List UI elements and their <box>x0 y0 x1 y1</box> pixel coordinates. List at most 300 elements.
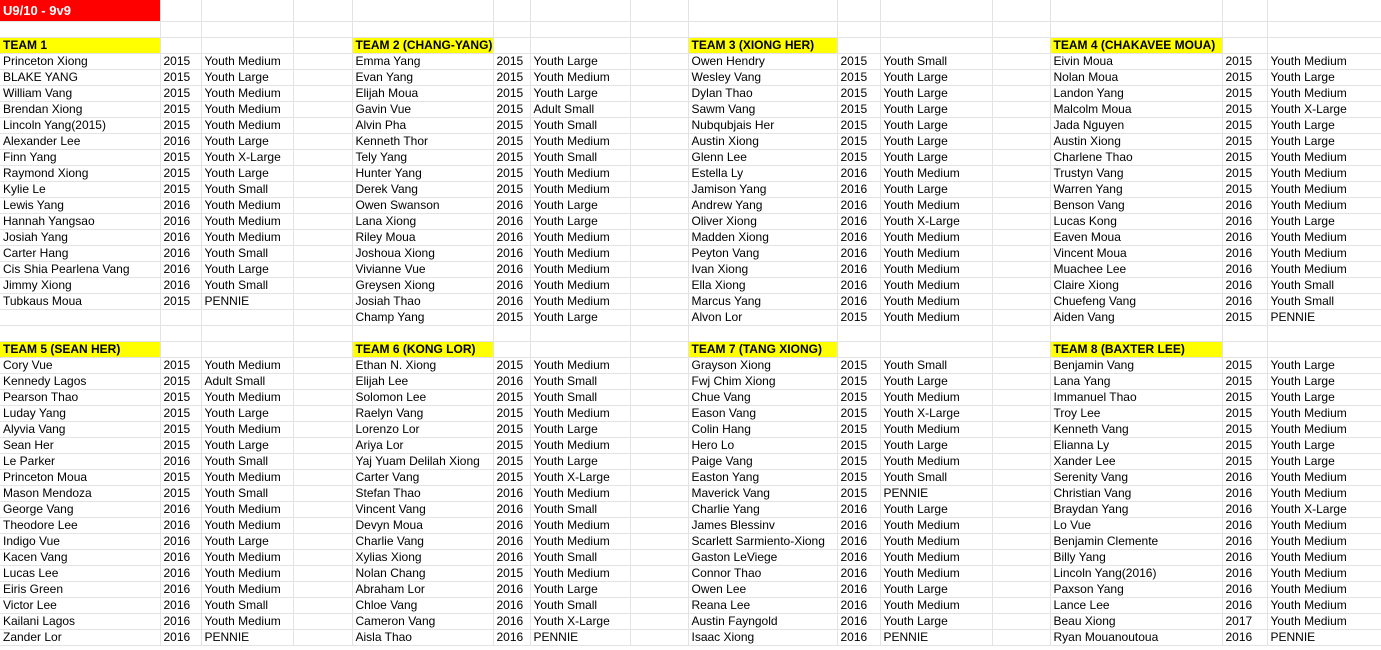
player-year[interactable]: 2015 <box>160 389 201 405</box>
player-size[interactable]: Adult Small <box>530 101 630 117</box>
player-size[interactable]: Youth Large <box>880 181 992 197</box>
player-size[interactable]: Youth Medium <box>1267 197 1381 213</box>
grid-cell[interactable] <box>630 181 688 197</box>
player-name[interactable]: Austin Fayngold <box>688 613 837 629</box>
grid-cell[interactable] <box>630 357 688 373</box>
player-size[interactable]: Youth Medium <box>1267 165 1381 181</box>
player-year[interactable]: 2016 <box>837 229 880 245</box>
grid-cell[interactable] <box>992 133 1050 149</box>
grid-cell[interactable] <box>630 325 688 341</box>
grid-cell[interactable] <box>992 501 1050 517</box>
player-year[interactable]: 2015 <box>160 357 201 373</box>
player-size[interactable]: Youth Small <box>880 469 992 485</box>
grid-cell[interactable] <box>201 37 293 53</box>
player-name[interactable]: Owen Swanson <box>352 197 493 213</box>
grid-cell[interactable] <box>293 373 352 389</box>
player-year[interactable]: 2015 <box>1222 309 1267 325</box>
player-name[interactable]: Eaven Moua <box>1050 229 1222 245</box>
player-name[interactable]: BLAKE YANG <box>0 69 160 85</box>
player-name[interactable]: Josiah Thao <box>352 293 493 309</box>
player-size[interactable]: Youth Medium <box>530 229 630 245</box>
player-size[interactable]: Youth Medium <box>880 261 992 277</box>
grid-cell[interactable] <box>293 53 352 69</box>
player-year[interactable]: 2015 <box>493 453 530 469</box>
player-size[interactable]: Youth Large <box>1267 133 1381 149</box>
player-name[interactable]: Hannah Yangsao <box>0 213 160 229</box>
player-name[interactable]: Andrew Yang <box>688 197 837 213</box>
player-name[interactable]: Alyvia Vang <box>0 421 160 437</box>
player-year[interactable]: 2016 <box>837 613 880 629</box>
player-year[interactable]: 2016 <box>837 549 880 565</box>
player-name[interactable]: Lana Xiong <box>352 213 493 229</box>
player-size[interactable]: Youth Small <box>201 277 293 293</box>
player-name[interactable]: Carter Hang <box>0 245 160 261</box>
team-header[interactable]: TEAM 1 <box>0 37 160 53</box>
player-size[interactable]: Youth Medium <box>880 533 992 549</box>
player-year[interactable]: 2015 <box>837 453 880 469</box>
player-name[interactable]: Peyton Vang <box>688 245 837 261</box>
player-year[interactable]: 2016 <box>160 213 201 229</box>
player-size[interactable]: Youth X-Large <box>1267 101 1381 117</box>
team-header[interactable]: TEAM 6 (KONG LOR) <box>352 341 493 357</box>
player-size[interactable]: Youth Medium <box>530 565 630 581</box>
grid-cell[interactable] <box>293 485 352 501</box>
player-size[interactable]: Youth Small <box>530 549 630 565</box>
grid-cell[interactable] <box>992 341 1050 357</box>
player-name[interactable]: Lincoln Yang(2016) <box>1050 565 1222 581</box>
player-size[interactable]: PENNIE <box>1267 309 1381 325</box>
player-name[interactable]: Pearson Thao <box>0 389 160 405</box>
player-size[interactable]: Youth Large <box>880 85 992 101</box>
player-name[interactable]: Owen Lee <box>688 581 837 597</box>
player-year[interactable]: 2016 <box>493 549 530 565</box>
player-name[interactable]: Immanuel Thao <box>1050 389 1222 405</box>
player-size[interactable]: Youth Large <box>880 437 992 453</box>
player-size[interactable]: Youth Large <box>530 53 630 69</box>
grid-cell[interactable] <box>992 549 1050 565</box>
player-size[interactable]: PENNIE <box>201 293 293 309</box>
grid-cell[interactable] <box>630 501 688 517</box>
grid-cell[interactable] <box>992 21 1050 37</box>
player-name[interactable]: Cory Vue <box>0 357 160 373</box>
player-year[interactable]: 2015 <box>837 469 880 485</box>
player-size[interactable]: Youth Small <box>1267 277 1381 293</box>
player-size[interactable]: Youth X-Large <box>530 469 630 485</box>
player-year[interactable]: 2015 <box>1222 69 1267 85</box>
team-header[interactable]: TEAM 7 (TANG XIONG) <box>688 341 837 357</box>
player-year[interactable]: 2016 <box>160 245 201 261</box>
player-name[interactable]: Vincent Moua <box>1050 245 1222 261</box>
player-name[interactable]: Champ Yang <box>352 309 493 325</box>
player-name[interactable]: Ryan Mouanoutoua <box>1050 629 1222 645</box>
player-name[interactable]: Nolan Chang <box>352 565 493 581</box>
player-name[interactable]: Dylan Thao <box>688 85 837 101</box>
player-size[interactable]: Youth Small <box>201 245 293 261</box>
grid-cell[interactable] <box>992 53 1050 69</box>
grid-cell[interactable] <box>630 421 688 437</box>
player-year[interactable]: 2016 <box>493 197 530 213</box>
player-name[interactable]: Eivin Moua <box>1050 53 1222 69</box>
player-name[interactable]: Landon Yang <box>1050 85 1222 101</box>
player-year[interactable]: 2016 <box>493 581 530 597</box>
player-year[interactable]: 2016 <box>1222 469 1267 485</box>
player-name[interactable]: Madden Xiong <box>688 229 837 245</box>
grid-cell[interactable] <box>293 629 352 645</box>
player-name[interactable]: Billy Yang <box>1050 549 1222 565</box>
player-size[interactable]: Youth Medium <box>530 485 630 501</box>
grid-cell[interactable] <box>992 565 1050 581</box>
player-size[interactable]: Youth Small <box>530 389 630 405</box>
grid-cell[interactable] <box>630 133 688 149</box>
player-year[interactable]: 2016 <box>837 565 880 581</box>
player-size[interactable]: Youth Small <box>880 53 992 69</box>
grid-cell[interactable] <box>493 0 530 21</box>
player-year[interactable]: 2015 <box>493 149 530 165</box>
player-size[interactable]: Youth Large <box>1267 437 1381 453</box>
grid-cell[interactable] <box>160 0 201 21</box>
team-header[interactable]: TEAM 5 (SEAN HER) <box>0 341 160 357</box>
player-name[interactable]: Warren Yang <box>1050 181 1222 197</box>
player-year[interactable]: 2016 <box>493 373 530 389</box>
grid-cell[interactable] <box>1050 325 1222 341</box>
player-name[interactable]: Princeton Xiong <box>0 53 160 69</box>
grid-cell[interactable] <box>992 597 1050 613</box>
grid-cell[interactable] <box>992 389 1050 405</box>
player-size[interactable]: Youth Large <box>530 197 630 213</box>
player-name[interactable]: Cameron Vang <box>352 613 493 629</box>
player-name[interactable]: Gaston LeViege <box>688 549 837 565</box>
player-name[interactable]: Troy Lee <box>1050 405 1222 421</box>
player-name[interactable]: Elijah Moua <box>352 85 493 101</box>
player-name[interactable]: Xylias Xiong <box>352 549 493 565</box>
player-name[interactable]: Finn Yang <box>0 149 160 165</box>
grid-cell[interactable] <box>293 453 352 469</box>
grid-cell[interactable] <box>1267 21 1381 37</box>
player-name[interactable]: Kennedy Lagos <box>0 373 160 389</box>
grid-cell[interactable] <box>493 21 530 37</box>
player-name[interactable]: Riley Moua <box>352 229 493 245</box>
grid-cell[interactable] <box>630 0 688 21</box>
grid-cell[interactable] <box>160 341 201 357</box>
grid-cell[interactable] <box>688 0 837 21</box>
grid-cell[interactable] <box>992 469 1050 485</box>
player-name[interactable]: Chue Vang <box>688 389 837 405</box>
player-size[interactable]: Youth Medium <box>201 421 293 437</box>
player-year[interactable]: 2015 <box>160 53 201 69</box>
grid-cell[interactable] <box>630 389 688 405</box>
player-year[interactable]: 2015 <box>837 357 880 373</box>
grid-cell[interactable] <box>880 21 992 37</box>
player-name[interactable]: Paige Vang <box>688 453 837 469</box>
player-size[interactable]: Youth Medium <box>201 53 293 69</box>
player-name[interactable]: Lucas Lee <box>0 565 160 581</box>
player-size[interactable]: Youth Medium <box>1267 261 1381 277</box>
player-year[interactable]: 2016 <box>160 613 201 629</box>
player-size[interactable]: Youth Large <box>530 453 630 469</box>
grid-cell[interactable] <box>293 0 352 21</box>
player-year[interactable]: 2015 <box>837 149 880 165</box>
player-year[interactable]: 2016 <box>837 277 880 293</box>
player-year[interactable]: 2015 <box>837 421 880 437</box>
grid-cell[interactable] <box>992 277 1050 293</box>
team-header[interactable]: TEAM 4 (CHAKAVEE MOUA) <box>1050 37 1222 53</box>
player-size[interactable]: Youth Medium <box>1267 149 1381 165</box>
player-name[interactable]: Malcolm Moua <box>1050 101 1222 117</box>
grid-cell[interactable] <box>1222 21 1267 37</box>
player-size[interactable]: Youth Medium <box>530 533 630 549</box>
grid-cell[interactable] <box>880 341 992 357</box>
player-year[interactable]: 2015 <box>493 437 530 453</box>
player-year[interactable]: 2015 <box>160 485 201 501</box>
player-year[interactable]: 2016 <box>493 485 530 501</box>
player-size[interactable]: Youth Medium <box>1267 53 1381 69</box>
player-year[interactable]: 2015 <box>493 469 530 485</box>
grid-cell[interactable] <box>992 533 1050 549</box>
player-year[interactable]: 2016 <box>1222 213 1267 229</box>
player-year[interactable]: 2016 <box>1222 245 1267 261</box>
player-size[interactable]: Youth Large <box>880 501 992 517</box>
player-name[interactable]: Hunter Yang <box>352 165 493 181</box>
player-year[interactable]: 2015 <box>493 117 530 133</box>
grid-cell[interactable] <box>352 21 493 37</box>
player-name[interactable]: Connor Thao <box>688 565 837 581</box>
player-name[interactable]: Abraham Lor <box>352 581 493 597</box>
player-size[interactable]: Youth Medium <box>1267 485 1381 501</box>
player-size[interactable]: Youth X-Large <box>201 149 293 165</box>
grid-cell[interactable] <box>630 69 688 85</box>
player-year[interactable]: 2016 <box>1222 261 1267 277</box>
player-year[interactable]: 2016 <box>493 629 530 645</box>
player-year[interactable]: 2016 <box>160 533 201 549</box>
player-year[interactable]: 2015 <box>493 85 530 101</box>
player-name[interactable]: Yaj Yuam Delilah Xiong <box>352 453 493 469</box>
player-name[interactable]: Aisla Thao <box>352 629 493 645</box>
grid-cell[interactable] <box>530 0 630 21</box>
player-year[interactable]: 2016 <box>160 581 201 597</box>
player-size[interactable]: Youth Medium <box>530 133 630 149</box>
player-size[interactable]: Youth Large <box>201 437 293 453</box>
player-year[interactable]: 2016 <box>160 261 201 277</box>
grid-cell[interactable] <box>630 229 688 245</box>
player-size[interactable]: Youth Medium <box>1267 405 1381 421</box>
player-size[interactable]: Youth Large <box>530 213 630 229</box>
player-name[interactable]: Tely Yang <box>352 149 493 165</box>
player-name[interactable]: Charlie Vang <box>352 533 493 549</box>
grid-cell[interactable] <box>992 405 1050 421</box>
grid-cell[interactable] <box>630 549 688 565</box>
grid-cell[interactable] <box>630 373 688 389</box>
player-name[interactable]: Easton Yang <box>688 469 837 485</box>
player-year[interactable]: 2016 <box>493 533 530 549</box>
grid-cell[interactable] <box>293 37 352 53</box>
grid-cell[interactable] <box>837 21 880 37</box>
grid-cell[interactable] <box>1222 0 1267 21</box>
player-year[interactable]: 2016 <box>493 229 530 245</box>
player-year[interactable]: 2015 <box>160 165 201 181</box>
grid-cell[interactable] <box>160 325 201 341</box>
grid-cell[interactable] <box>992 117 1050 133</box>
player-size[interactable]: Youth Small <box>1267 293 1381 309</box>
grid-cell[interactable] <box>992 37 1050 53</box>
player-size[interactable]: Youth Medium <box>201 549 293 565</box>
player-size[interactable]: Youth Large <box>201 533 293 549</box>
grid-cell[interactable] <box>630 485 688 501</box>
grid-cell[interactable] <box>992 421 1050 437</box>
grid-cell[interactable] <box>293 213 352 229</box>
player-name[interactable]: Chuefeng Vang <box>1050 293 1222 309</box>
player-size[interactable]: Youth Large <box>1267 373 1381 389</box>
grid-cell[interactable] <box>880 0 992 21</box>
player-year[interactable]: 2015 <box>1222 181 1267 197</box>
player-name[interactable]: Vivianne Vue <box>352 261 493 277</box>
player-name[interactable]: Cis Shia Pearlena Vang <box>0 261 160 277</box>
grid-cell[interactable] <box>630 53 688 69</box>
player-size[interactable]: Youth Small <box>201 453 293 469</box>
player-name[interactable]: Jimmy Xiong <box>0 277 160 293</box>
player-year[interactable]: 2016 <box>493 517 530 533</box>
player-name[interactable]: Wesley Vang <box>688 69 837 85</box>
player-size[interactable]: Youth Medium <box>530 437 630 453</box>
player-name[interactable]: Sean Her <box>0 437 160 453</box>
player-name[interactable]: Maverick Vang <box>688 485 837 501</box>
grid-cell[interactable] <box>992 613 1050 629</box>
player-year[interactable]: 2016 <box>1222 549 1267 565</box>
grid-cell[interactable] <box>630 117 688 133</box>
grid-cell[interactable] <box>293 517 352 533</box>
grid-cell[interactable] <box>992 101 1050 117</box>
player-size[interactable]: Youth Medium <box>201 229 293 245</box>
player-name[interactable]: Emma Yang <box>352 53 493 69</box>
grid-cell[interactable] <box>992 485 1050 501</box>
player-size[interactable]: Youth Medium <box>201 469 293 485</box>
grid-cell[interactable] <box>630 165 688 181</box>
grid-cell[interactable] <box>630 245 688 261</box>
player-name[interactable]: Reana Lee <box>688 597 837 613</box>
player-size[interactable]: Youth Medium <box>201 581 293 597</box>
grid-cell[interactable] <box>992 165 1050 181</box>
grid-cell[interactable] <box>201 0 293 21</box>
player-size[interactable]: Youth Medium <box>530 405 630 421</box>
grid-cell[interactable] <box>0 325 160 341</box>
player-year[interactable]: 2016 <box>160 565 201 581</box>
player-size[interactable]: Youth Large <box>530 421 630 437</box>
player-size[interactable]: Youth Large <box>530 581 630 597</box>
grid-cell[interactable] <box>630 405 688 421</box>
player-name[interactable]: Serenity Vang <box>1050 469 1222 485</box>
player-year[interactable]: 2015 <box>837 85 880 101</box>
player-name[interactable]: Alvon Lor <box>688 309 837 325</box>
grid-cell[interactable] <box>688 325 837 341</box>
player-year[interactable]: 2016 <box>1222 293 1267 309</box>
grid-cell[interactable] <box>293 181 352 197</box>
grid-cell[interactable] <box>201 21 293 37</box>
player-name[interactable]: Zander Lor <box>0 629 160 645</box>
grid-cell[interactable] <box>293 69 352 85</box>
grid-cell[interactable] <box>201 325 293 341</box>
player-name[interactable]: Christian Vang <box>1050 485 1222 501</box>
player-size[interactable]: Youth Medium <box>880 197 992 213</box>
player-size[interactable]: Youth Large <box>1267 357 1381 373</box>
player-size[interactable]: Youth Medium <box>1267 245 1381 261</box>
player-year[interactable]: 2015 <box>837 373 880 389</box>
player-name[interactable]: Elianna Ly <box>1050 437 1222 453</box>
player-size[interactable]: Youth Large <box>880 69 992 85</box>
player-size[interactable]: Youth Small <box>530 373 630 389</box>
player-size[interactable]: PENNIE <box>530 629 630 645</box>
grid-cell[interactable] <box>1222 37 1267 53</box>
grid-cell[interactable] <box>1222 341 1267 357</box>
grid-cell[interactable] <box>837 341 880 357</box>
player-year[interactable]: 2015 <box>837 389 880 405</box>
player-size[interactable]: Youth Large <box>880 581 992 597</box>
player-year[interactable]: 2015 <box>1222 373 1267 389</box>
grid-cell[interactable] <box>293 309 352 325</box>
player-name[interactable]: Solomon Lee <box>352 389 493 405</box>
grid-cell[interactable] <box>630 37 688 53</box>
player-year[interactable]: 2016 <box>1222 517 1267 533</box>
player-size[interactable]: Youth Medium <box>201 197 293 213</box>
grid-cell[interactable] <box>1267 341 1381 357</box>
grid-cell[interactable] <box>293 261 352 277</box>
grid-cell[interactable] <box>630 197 688 213</box>
player-name[interactable]: Lance Lee <box>1050 597 1222 613</box>
grid-cell[interactable] <box>992 69 1050 85</box>
player-size[interactable]: PENNIE <box>1267 629 1381 645</box>
player-year[interactable]: 2016 <box>837 597 880 613</box>
grid-cell[interactable] <box>293 197 352 213</box>
player-year[interactable]: 2015 <box>160 421 201 437</box>
player-size[interactable]: Youth Large <box>880 133 992 149</box>
player-year[interactable]: 2015 <box>160 437 201 453</box>
player-year[interactable]: 2016 <box>493 597 530 613</box>
player-name[interactable]: Indigo Vue <box>0 533 160 549</box>
grid-cell[interactable] <box>201 309 293 325</box>
player-year[interactable]: 2016 <box>837 629 880 645</box>
grid-cell[interactable] <box>0 309 160 325</box>
grid-cell[interactable] <box>293 437 352 453</box>
grid-cell[interactable] <box>837 37 880 53</box>
grid-cell[interactable] <box>992 149 1050 165</box>
grid-cell[interactable] <box>630 437 688 453</box>
player-size[interactable]: Youth Medium <box>201 565 293 581</box>
player-size[interactable]: Youth Medium <box>530 165 630 181</box>
player-size[interactable]: Youth Large <box>1267 389 1381 405</box>
player-name[interactable]: Elijah Lee <box>352 373 493 389</box>
player-year[interactable]: 2015 <box>837 53 880 69</box>
player-name[interactable]: Glenn Lee <box>688 149 837 165</box>
grid-cell[interactable] <box>992 229 1050 245</box>
player-size[interactable]: Youth Large <box>530 309 630 325</box>
player-name[interactable]: Kenneth Thor <box>352 133 493 149</box>
player-year[interactable]: 2015 <box>493 69 530 85</box>
player-size[interactable]: Youth Medium <box>1267 421 1381 437</box>
player-year[interactable]: 2015 <box>160 117 201 133</box>
player-name[interactable]: Braydan Yang <box>1050 501 1222 517</box>
player-size[interactable]: Youth Large <box>1267 69 1381 85</box>
player-name[interactable]: Vincent Vang <box>352 501 493 517</box>
player-year[interactable]: 2016 <box>837 245 880 261</box>
player-size[interactable]: Youth Medium <box>1267 533 1381 549</box>
player-name[interactable]: Alvin Pha <box>352 117 493 133</box>
player-name[interactable]: Victor Lee <box>0 597 160 613</box>
player-name[interactable]: Charlene Thao <box>1050 149 1222 165</box>
player-year[interactable]: 2015 <box>160 293 201 309</box>
grid-cell[interactable] <box>630 629 688 645</box>
grid-cell[interactable] <box>992 453 1050 469</box>
grid-cell[interactable] <box>160 21 201 37</box>
player-year[interactable]: 2016 <box>160 229 201 245</box>
player-year[interactable]: 2016 <box>493 293 530 309</box>
